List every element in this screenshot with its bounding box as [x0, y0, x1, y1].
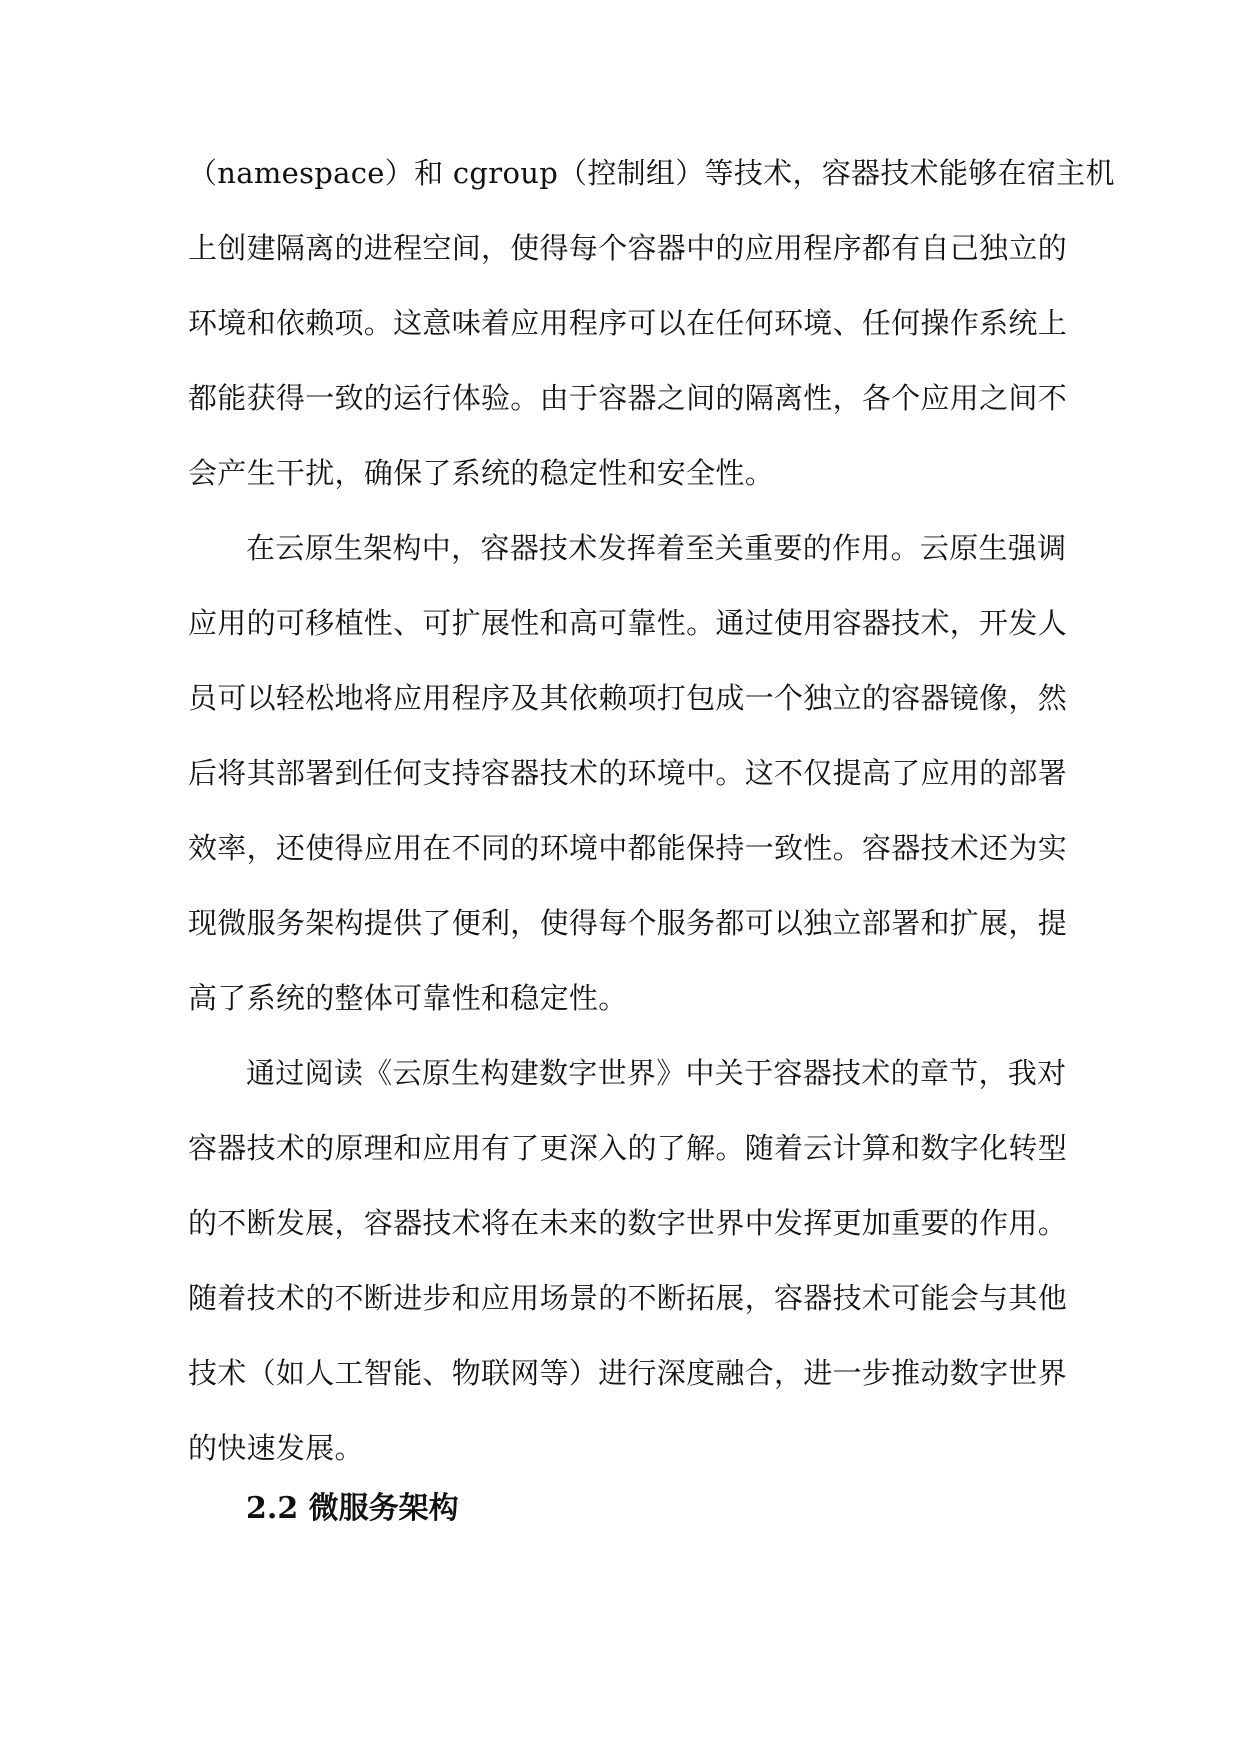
text-line: 随着技术的不断进步和应用场景的不断拓展，容器技术可能会与其他	[188, 1281, 1068, 1315]
text-line: 高了系统的整体可靠性和稳定性。	[188, 981, 628, 1015]
text-line: 环境和依赖项。这意味着应用程序可以在任何环境、任何操作系统上	[188, 306, 1068, 340]
text-line: 都能获得一致的运行体验。由于容器之间的隔离性，各个应用之间不	[188, 381, 1068, 415]
paragraph-first-line: 在云原生架构中，容器技术发挥着至关重要的作用。云原生强调	[246, 531, 1067, 565]
text-line: 效率，还使得应用在不同的环境中都能保持一致性。容器技术还为实	[188, 831, 1068, 865]
text-line: 会产生干扰，确保了系统的稳定性和安全性。	[188, 456, 775, 490]
text-line: 现微服务架构提供了便利，使得每个服务都可以独立部署和扩展，提	[188, 906, 1068, 940]
text-line: 后将其部署到任何支持容器技术的环境中。这不仅提高了应用的部署	[188, 756, 1068, 790]
section-heading: 2.2 微服务架构	[246, 1491, 459, 1526]
text-line: 容器技术的原理和应用有了更深入的了解。随着云计算和数字化转型	[188, 1131, 1068, 1165]
text-line: 的不断发展，容器技术将在未来的数字世界中发挥更加重要的作用。	[188, 1206, 1068, 1240]
text-line: 应用的可移植性、可扩展性和高可靠性。通过使用容器技术，开发人	[188, 606, 1068, 640]
paragraph-first-line: 通过阅读《云原生构建数字世界》中关于容器技术的章节，我对	[246, 1056, 1067, 1090]
text-line: 的快速发展。	[188, 1431, 364, 1465]
text-line: 上创建隔离的进程空间，使得每个容器中的应用程序都有自己独立的	[188, 231, 1068, 265]
text-line: 员可以轻松地将应用程序及其依赖项打包成一个独立的容器镜像，然	[188, 681, 1068, 715]
text-line: 技术（如人工智能、物联网等）进行深度融合，进一步推动数字世界	[188, 1356, 1068, 1390]
text-line: （namespace）和 cgroup（控制组）等技术，容器技术能够在宿主机	[188, 156, 1115, 190]
